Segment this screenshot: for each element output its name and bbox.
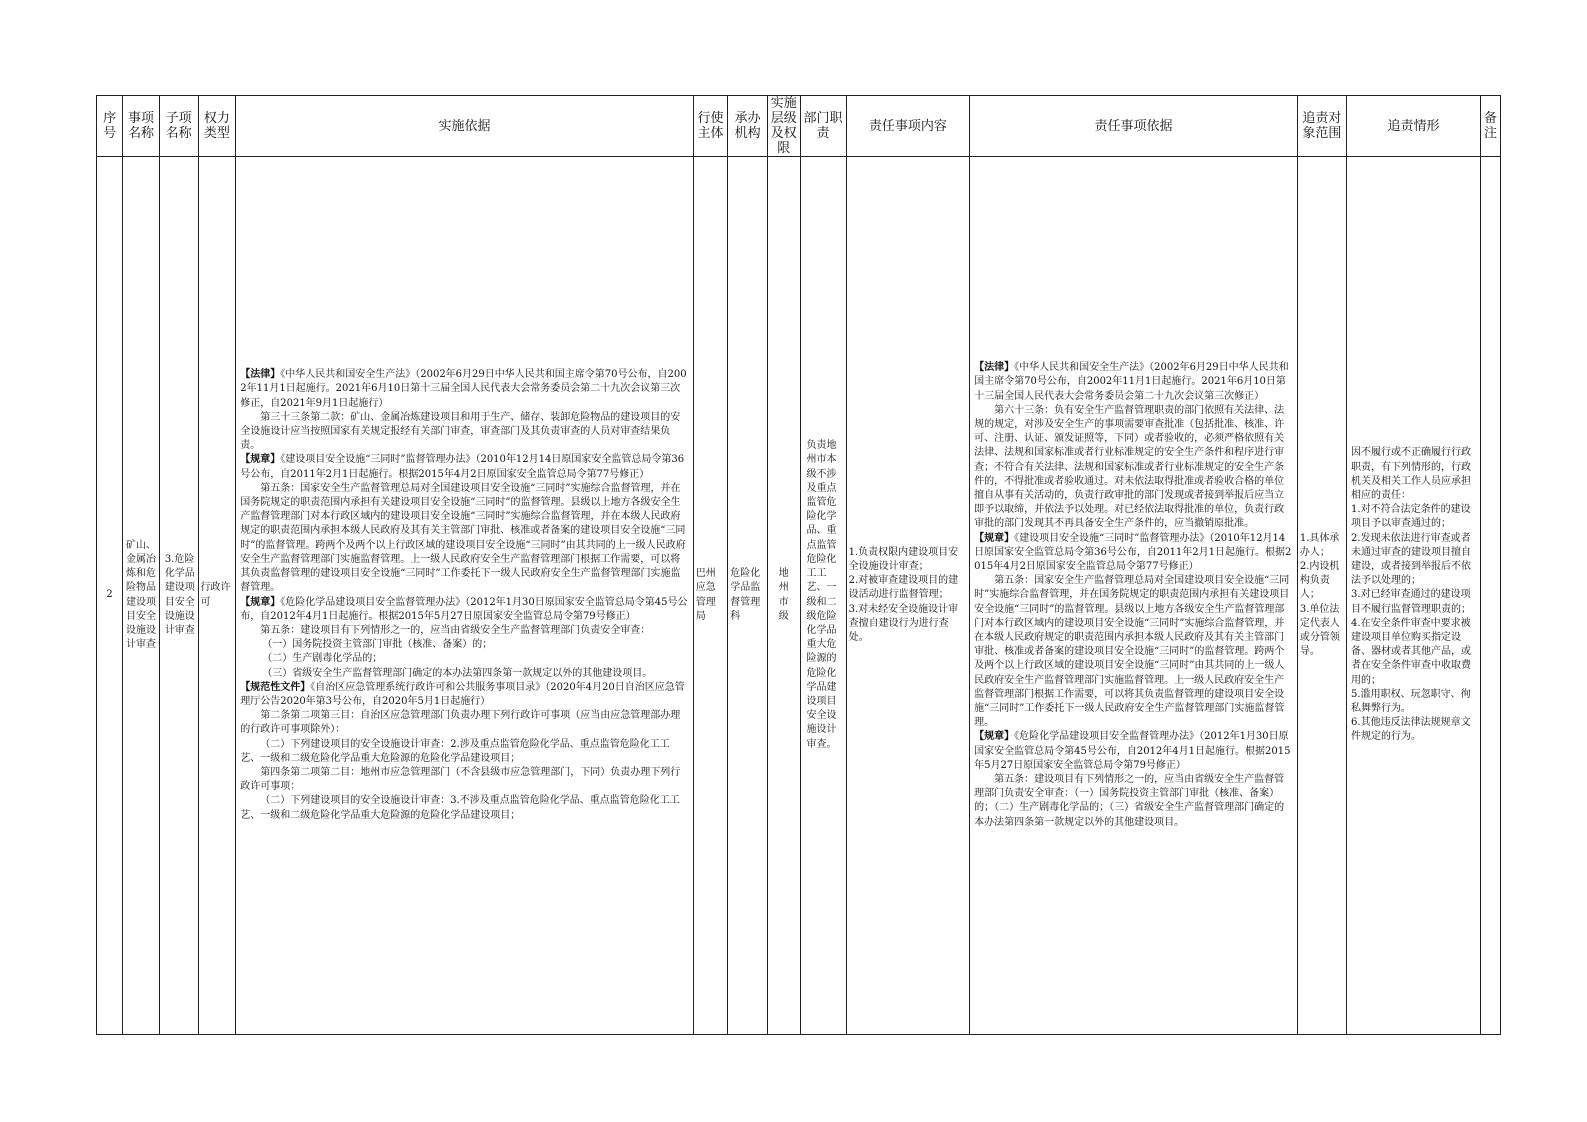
cell-duty: 负责地州市本级不涉及重点监管危险化学品、重点监管危险化工工艺、一级和二级危险化学品重大危险源的危险化学品建设项目安全设施设计审查。 (800, 157, 846, 1035)
list-item: 2.对被审查建设项目的建设活动进行监督管理； (848, 575, 959, 601)
basis-text: （一）国务院投资主管部门审批（核准、备案）的； (262, 639, 493, 651)
list-item: 5.滥用职权、玩忽职守、徇私舞弊行为。 (1351, 688, 1471, 715)
header-seq: 序号 (97, 96, 123, 157)
table-header-row (97, 96, 1501, 157)
basis-paragraph (240, 681, 689, 709)
header-power-type: 权力类型 (198, 96, 236, 157)
list-item: 1.具体承办人； (1299, 532, 1340, 558)
header-sub-item: 子项名称 (159, 96, 198, 157)
basis-paragraph (240, 709, 689, 737)
cell-remark (1481, 157, 1501, 1035)
basis-paragraph (240, 766, 689, 794)
basis-tag: 【法律】 (240, 369, 281, 381)
list-item: 2.发现未依法进行审查或者未通过审查的建设项目擅自建设，或者接到举报后不依法予以处理的； (1351, 532, 1472, 587)
basis-paragraph (240, 652, 689, 666)
cell-subject: 巴州应急管理局 (693, 157, 728, 1035)
basis-text: 第四条第二项第二目：地州市应急管理部门（不含县级市应急管理部门，下同）负责办理下列行政许可事项： (240, 766, 681, 793)
basis-text: （二）生产剧毒化学品的； (262, 653, 383, 665)
basis-paragraph (974, 532, 1293, 575)
basis-text: 《建设项目安全设施“三同时”监督管理办法》（2010年12月14日原国家安全监管总局令第36号公布，自2011年2月1日起施行。根据2015年4月2日原国家安全监管总局令第77号修正） (240, 454, 685, 480)
basis-tag: 【规章】 (974, 532, 1015, 544)
list-item: 2.内设机构负责人； (1299, 560, 1340, 601)
basis-text: 第六十三条：负有安全生产监督管理职责的部门依照有关法律、法规的规定，对涉及安全生产的事项需要审查批准（包括批准、核准、许可、注册、认证、颁发证照等，下同）或者验收的，必须严格依照有关法律、法规和国家标准或者行业标准规定的安全生产条件和程序进行审查；不符合有关法律、法规和国家标准或者行业标准规定的安全生产条件的，不得批准或者验收通过。对未依法取得批准或者验收合格的单位擅自从事有关活动的，负责行政审批的部门发现或者接到举报后应当立即予以取缔，并依法予以处理。对已经依法取得批准的单位，负责行政审批的部门发现其不再具备安全生产条件的，应当撤销原批准。 (974, 404, 1285, 530)
cell-duty-basis (970, 157, 1298, 1035)
basis-text: 《自治区应急管理系统行政许可和公共服务事项目录》（2020年4月20日自治区应急管理厅公告2020年第3号公布，自2020年5月1日起施行） (240, 681, 685, 707)
basis-text: 第二条第二项第三目：自治区应急管理部门负责办理下列行政许可事项（应当由应急管理部办理的行政许可事项除外）： (240, 710, 681, 736)
list-item: 因不履行或不正确履行行政职责，有下列情形的，行政机关及相关工作人员应承担相应的责任： (1351, 447, 1472, 501)
basis-paragraph (240, 411, 689, 454)
basis-paragraph (240, 667, 689, 681)
basis-text: 《中华人民共和国安全生产法》（2002年6月29日中华人民共和国主席令第70号公布，自2002年11月1日起施行。2021年6月10日第十三届全国人民代表大会常务委员会第二十九次会议第三次修正，自2021年9月1日起施行） (240, 369, 687, 409)
list-item: 6.其他违反法律法规规章文件规定的行为。 (1351, 717, 1471, 743)
basis-paragraph (240, 453, 689, 481)
header-accountability-cases: 追责情形 (1347, 96, 1481, 157)
header-duty-basis: 责任事项依据 (970, 96, 1298, 157)
basis-paragraph (240, 738, 689, 766)
header-organ: 承办机构 (728, 96, 768, 157)
basis-text: 第三十三条第二款：矿山、金属冶炼建设项目和用于生产、储存、装卸危险物品的建设项目的安全设施设计应当按照国家有关规定报经有关部门审查，审查部门及其负责审查的人员对审查结果负责。 (240, 411, 681, 452)
cell-power-type: 行政许可 (198, 157, 236, 1035)
basis-paragraph (240, 482, 689, 596)
basis-tag: 【法律】 (974, 362, 1015, 374)
header-duty: 部门职责 (800, 96, 846, 157)
basis-paragraph (240, 624, 689, 638)
basis-paragraph (974, 404, 1293, 532)
cell-basis (236, 157, 694, 1035)
basis-text: （二）下列建设项目的安全设施设计审查：3.不涉及重点监管危险化学品、重点监管危险化工工艺、一级和二级危险化学品重大危险源的危险化学品建设项目； (240, 795, 680, 821)
basis-text: 第五条：国家安全生产监督管理总局对全国建设项目安全设施“三同时”实施综合监督管理，并在国务院规定的职责范围内承担有关建设项目安全设施“三同时”的监督管理。县级以上地方各级安全生产监督管理部门对本行政区域内的建设项目安全设施“三同时”实施综合监督管理，并在本级人民政府规定的职责范围内承担本级人民政府及其有关主管部门审批、核准或者备案的建设项目安全设施“三同时”的监督管理。跨两个及两个以上行政区域的建设项目安全设施“三同时”由其共同的上一级人民政府安全生产监督管理部门实施监督管理。上一级人民政府安全生产监督管理部门根据工作需要，可以将其负责监督管理的建设项目安全设施“三同时”工作委托下一级人民政府安全生产监督管理部门实施监督管理。 (240, 482, 686, 594)
cell-level: 地州市级 (768, 157, 800, 1035)
basis-paragraph (974, 361, 1293, 404)
basis-text: 第五条：建设项目有下列情形之一的，应当由省级安全生产监督管理部门负责安全审查：（一）国务院投资主管部门审批（核准、备案）的；（二）生产剧毒化学品的；（三）省级安全生产监督管理部门确定的本办法第四条第一款规定以外的其他建设项目。 (974, 774, 1285, 828)
table-row (97, 157, 1501, 1035)
list-item: 3.对未经安全设施设计审查擅自建设行为进行查处。 (848, 603, 959, 643)
basis-tag: 【规章】 (240, 454, 281, 466)
basis-tag: 【规范性文件】 (240, 681, 311, 693)
basis-text: （二）下列建设项目的安全设施设计审查：2.涉及重点监管危险化学品、重点监管危险化工工艺、一级和二级危险化学品重大危险源的危险化学品建设项目； (240, 738, 670, 764)
list-item: 1.负责权限内建设项目安全设施设计审查； (848, 546, 959, 572)
basis-paragraph (974, 730, 1293, 773)
header-subject: 行使主体 (693, 96, 728, 157)
list-item: 4.在安全条件审查中要求被建设项目单位购买指定设备、器材或者其他产品，或者在安全条件审查中收取费用的； (1351, 617, 1472, 686)
header-item-name: 事项名称 (123, 96, 160, 157)
header-basis: 实施依据 (236, 96, 694, 157)
basis-paragraph (240, 368, 689, 411)
cell-accountable-scope (1297, 157, 1346, 1035)
power-responsibility-table (96, 95, 1501, 1035)
header-remark: 备注 (1481, 96, 1501, 157)
basis-text: 《建设项目安全设施“三同时”监督管理办法》（2010年12月14日原国家安全监管总局令第36号公布，自2011年2月1日起施行。根据2015年4月2日原国家安全监管总局令第77号修正） (974, 532, 1292, 572)
list-item: 3.对已经审查通过的建设项目不履行监督管理职责的； (1351, 589, 1472, 615)
basis-paragraph (974, 773, 1293, 830)
header-level: 实施层级及权限 (768, 96, 800, 157)
basis-paragraph (974, 574, 1293, 730)
basis-text: 《危险化学品建设项目安全监督管理办法》（2012年1月30日原国家安全监管总局令第45号公布，自2012年4月1日起施行。根据2015年5月27日原国家安全监管总局令第79号修正） (240, 596, 688, 622)
cell-organ: 危险化学品监督管理科 (728, 157, 768, 1035)
cell-sub-item: 3.危险化学品建设项目安全设施设计审查 (159, 157, 198, 1035)
header-accountable-scope: 追责对象范围 (1297, 96, 1346, 157)
cell-accountability-cases (1347, 157, 1481, 1035)
basis-text: 第五条：建设项目有下列情形之一的，应当由省级安全生产监督管理部门负责安全审查： (260, 624, 651, 636)
basis-paragraph (240, 596, 689, 624)
cell-responsibility-items (846, 157, 970, 1035)
basis-paragraph (240, 638, 689, 652)
cell-item-name: 矿山、金属冶炼和危险物品建设项目安全设施设计审查 (123, 157, 160, 1035)
basis-tag: 【规章】 (240, 596, 281, 608)
list-item: 1.对不符合法定条件的建设项目予以审查通过的； (1351, 504, 1471, 530)
basis-paragraph (240, 794, 689, 822)
basis-text: 《中华人民共和国安全生产法》（2002年6月29日中华人民共和国主席令第70号公布，自2002年11月1日起施行。2021年6月10日第十三届全国人民代表大会常务委员会第二十九次会议第三次修正） (974, 362, 1289, 402)
list-item: 3.单位法定代表人或分管领导。 (1299, 603, 1340, 658)
basis-tag: 【规章】 (974, 731, 1015, 743)
basis-text: （三）省级安全生产监督管理部门确定的本办法第四条第一款规定以外的其他建设项目。 (262, 667, 653, 679)
basis-text: 《危险化学品建设项目安全监督管理办法》（2012年1月30日原国家安全监管总局令第45号公布，自2012年4月1日起施行。根据2015年5月27日原国家安全监管总局令第79号修正） (974, 731, 1291, 771)
cell-seq: 2 (97, 157, 123, 1035)
header-duty-content: 责任事项内容 (846, 96, 970, 157)
basis-text: 第五条：国家安全生产监督管理总局对全国建设项目安全设施“三同时”实施综合监督管理，并在国务院规定的职责范围内承担有关建设项目安全设施“三同时”的监督管理。县级以上地方各级安全生产监督管理部门对本行政区域内的建设项目安全设施“三同时”实施综合监督管理，并在本级人民政府规定的职责范围内承担本级人民政府及其有关主管部门审批、核准或者备案的建设项目安全设施“三同时”的监督管理。跨两个及两个以上行政区域的建设项目安全设施“三同时”由其共同的上一级人民政府安全生产监督管理部门实施监督管理。上一级人民政府安全生产监督管理部门根据工作需要，可以将其负责监督管理的建设项目安全设施“三同时”工作委托下一级人民政府安全生产监督管理部门实施监督管理。 (974, 575, 1290, 729)
